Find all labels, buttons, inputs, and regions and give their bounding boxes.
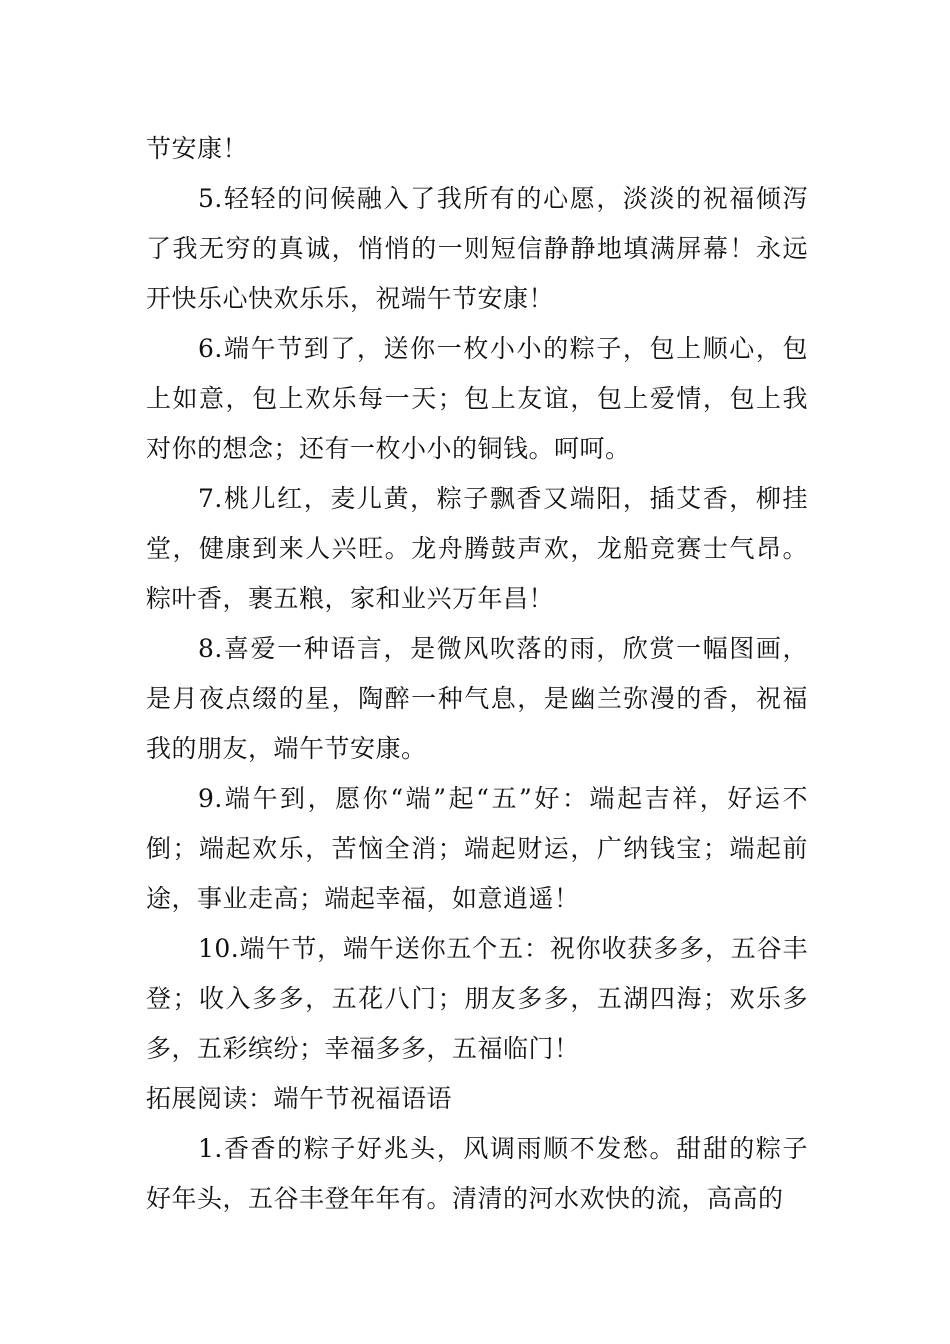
paragraph-5: 5.轻轻的问候融入了我所有的心愿，淡淡的祝福倾泻了我无穷的真诚，悄悄的一则短信静静地填满屏幕！永远开快乐心快欢乐乐，祝端午节安康！ <box>146 184 808 313</box>
extended-paragraph-1: 1.香香的粽子好兆头，风调雨顺不发愁。甜甜的粽子好年头，五谷丰登年年有。清清的河水欢快的流，高高的 <box>146 1134 808 1213</box>
paragraph-8: 8.喜爱一种语言，是微风吹落的雨，欣赏一幅图画，是月夜点缀的星，陶醉一种气息，是幽兰弥漫的香，祝福我的朋友，端午节安康。 <box>146 634 808 763</box>
extended-reading-heading: 拓展阅读：端午节祝福语语 <box>146 1084 453 1113</box>
paragraph-9: 9.端午到，愿你“端”起“五”好：端起吉祥，好运不倒；端起欢乐，苦恼全消；端起财运，广纳钱宝；端起前途，事业走高；端起幸福，如意逍遥！ <box>146 784 808 913</box>
paragraph-7: 7.桃儿红，麦儿黄，粽子飘香又端阳，插艾香，柳挂堂，健康到来人兴旺。龙舟腾鼓声欢，龙船竞赛士气昂。粽叶香，裹五粮，家和业兴万年昌！ <box>146 484 808 613</box>
document-body <box>146 124 808 1224</box>
paragraph-10: 10.端午节，端午送你五个五：祝你收获多多，五谷丰登；收入多多，五花八门；朋友多多，五湖四海；欢乐多多，五彩缤纷；幸福多多，五福临门！ <box>146 934 808 1063</box>
paragraph-continuation: 节安康！ <box>146 134 249 163</box>
paragraph-6: 6.端午节到了，送你一枚小小的粽子，包上顺心，包上如意，包上欢乐每一天；包上友谊，包上爱情，包上我对你的想念；还有一枚小小的铜钱。呵呵。 <box>146 334 808 463</box>
